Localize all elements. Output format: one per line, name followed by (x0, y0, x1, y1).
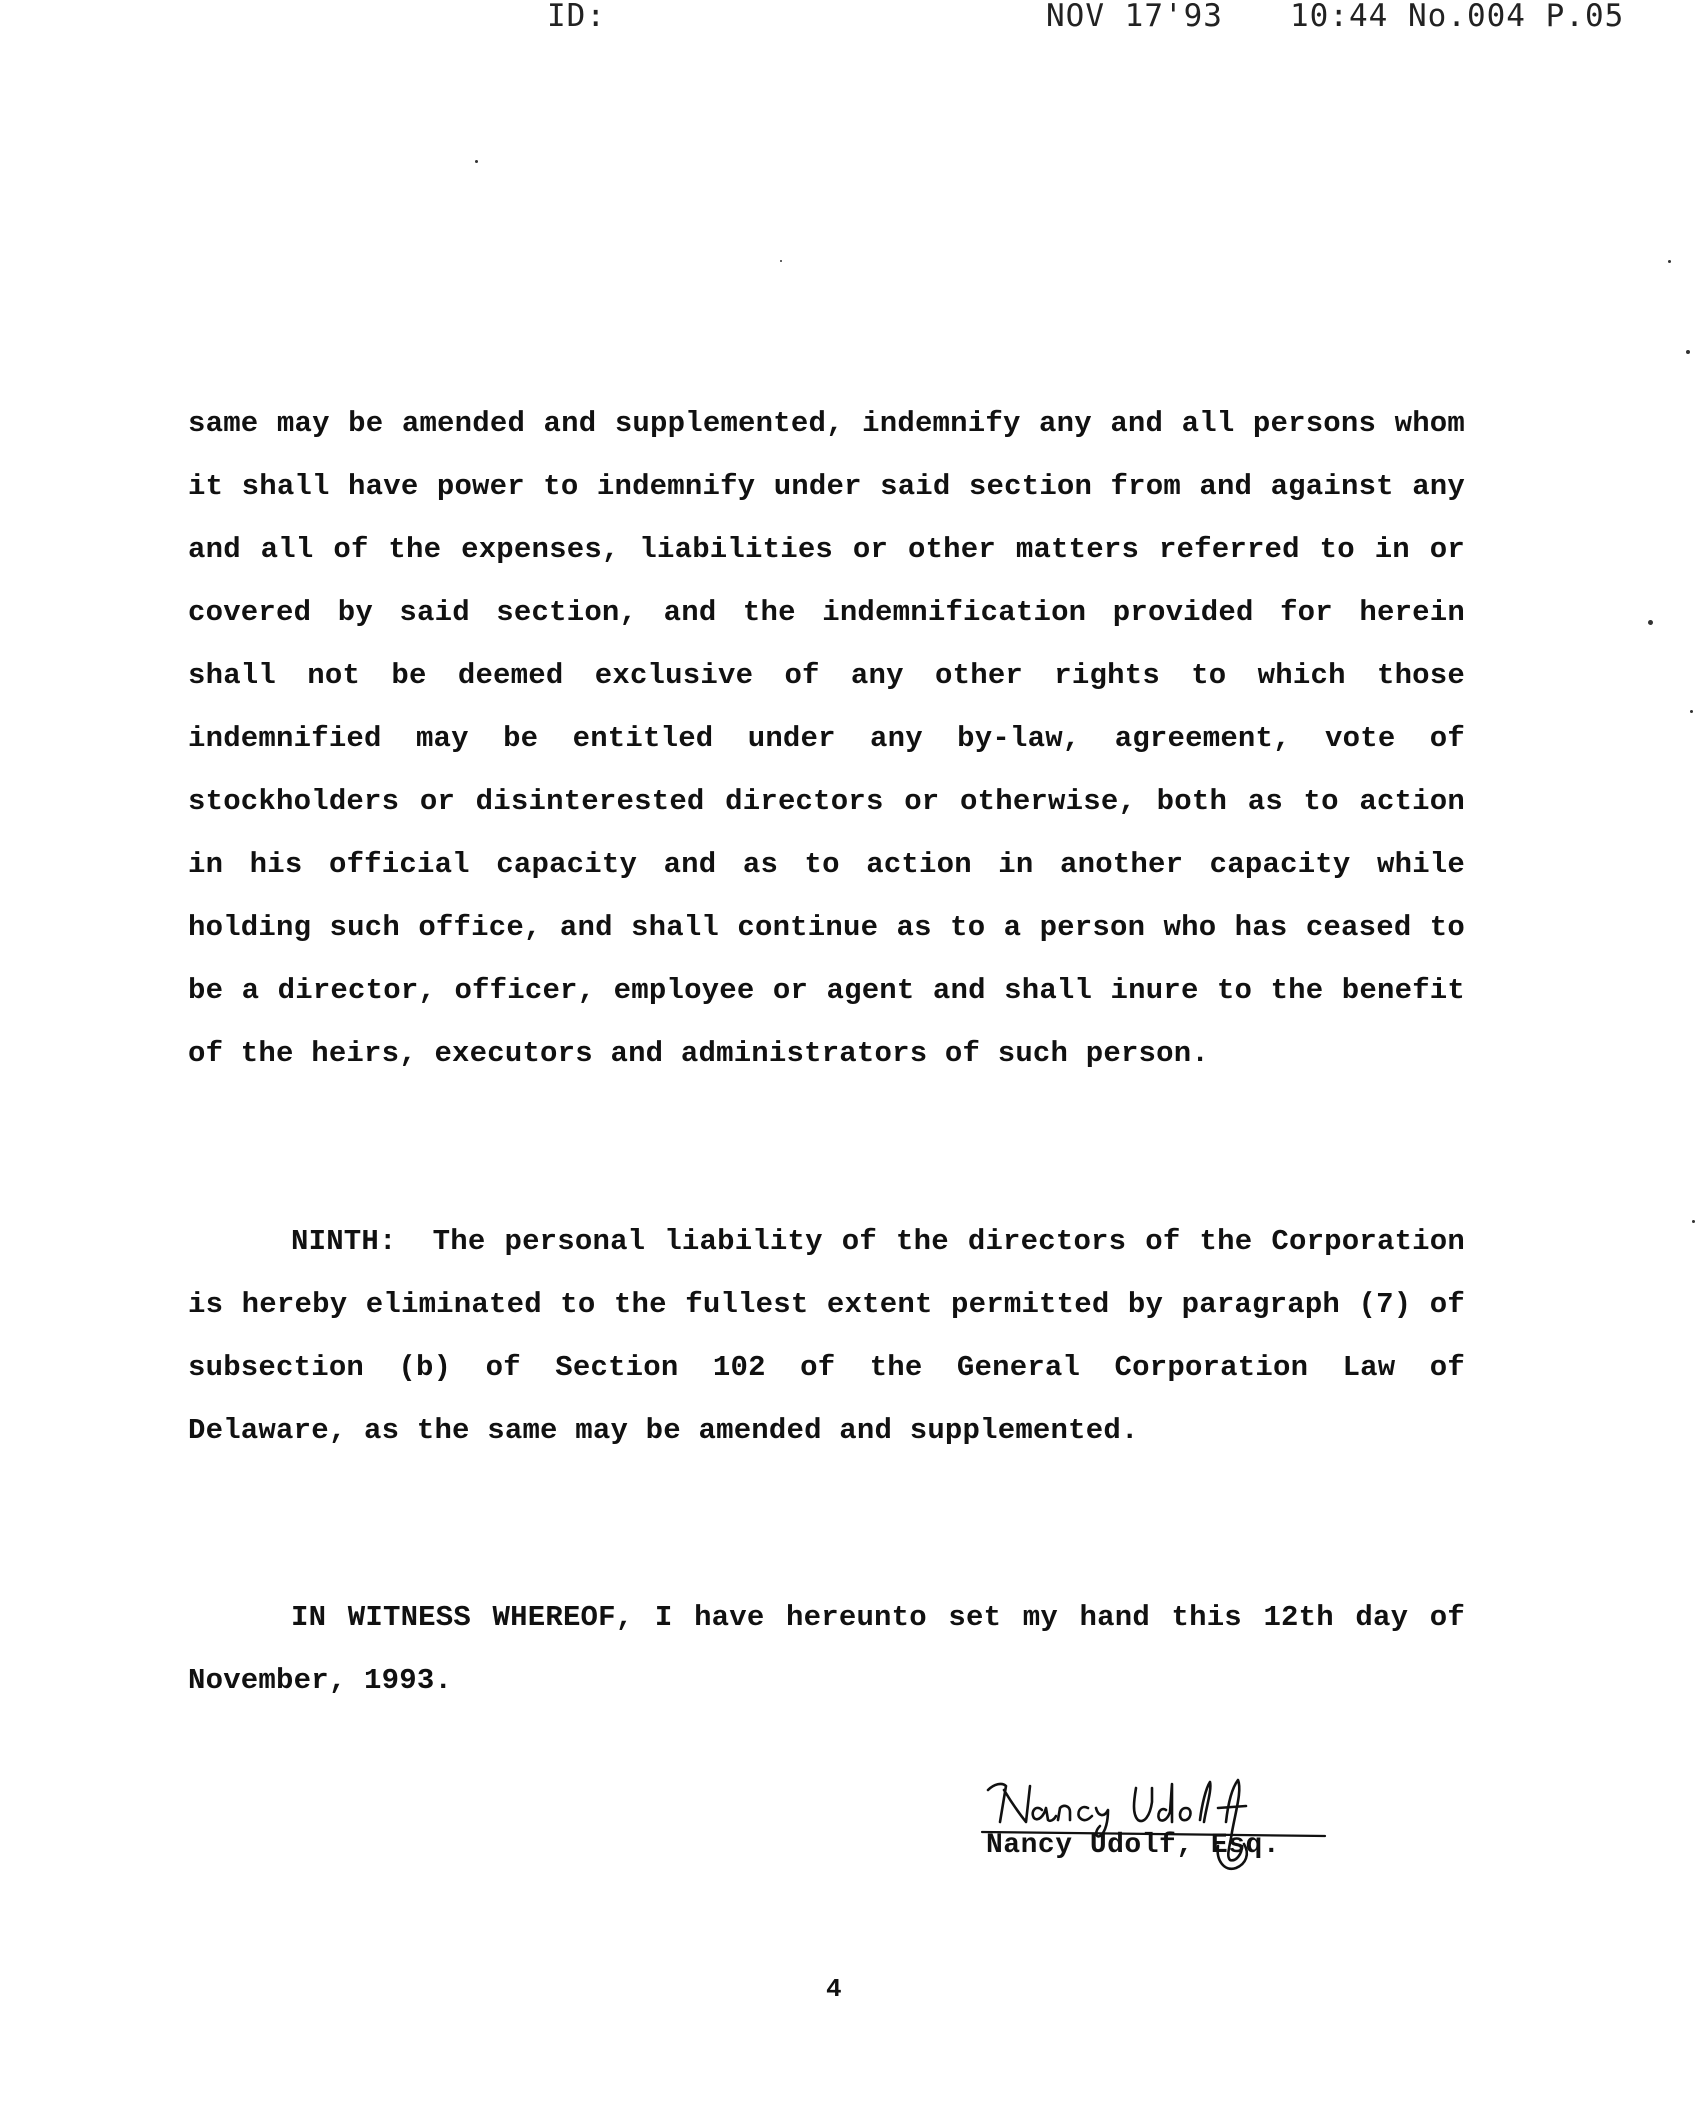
witness-paragraph: IN WITNESS WHEREOF, I have hereunto set my hand this 12th day of November, 1993. (188, 1601, 1465, 1697)
scan-speck (1686, 350, 1690, 354)
scan-speck (1668, 260, 1671, 263)
handwritten-signature (980, 1760, 1460, 1880)
signature-block (980, 1760, 1460, 1880)
ninth-article-paragraph (188, 1210, 1465, 1462)
ninth-label: NINTH: (291, 1225, 397, 1258)
fax-id-label: ID: (547, 0, 606, 34)
scan-speck (1690, 710, 1693, 713)
page-number: 4 (826, 1974, 842, 2004)
scan-speck (475, 160, 478, 163)
fax-time-info: 10:44 No.004 P.05 (1290, 0, 1625, 34)
indemnification-continuation-paragraph: same may be amended and supplemented, indemnify any and all persons whom it shall have power to indemnify under said section from and against any and all of the expenses, liabilities or other matters referred to in or covered by said section, and the indemnification provided for herein shall not be deemed exclusive of any other rights to which those indemnified may be entitled under any by-law, agreement, vote of stockholders or disinterested directors or otherwise, both as to action in his official capacity and as to action in another capacity while holding such office, and shall continue as to a person who has ceased to be a director, officer, employee or agent and shall inure to the benefit of the heirs, executors and administrators of such person. (188, 407, 1465, 1070)
printed-signatory-name: Nancy Udolf, Esq. (986, 1830, 1281, 1861)
scan-speck (1648, 620, 1653, 625)
ninth-text: The personal liability of the directors of the Corporation is hereby eliminated to the fullest extent permitted by paragraph (7) of subsection (b) of Section 102 of the General Corporation Law of Delaware, as the same may be amended and supplemented. (188, 1225, 1465, 1447)
scan-speck (780, 260, 782, 262)
fax-header (0, 0, 1708, 40)
scan-speck (1692, 1220, 1695, 1223)
fax-date: NOV 17'93 (1046, 0, 1223, 34)
